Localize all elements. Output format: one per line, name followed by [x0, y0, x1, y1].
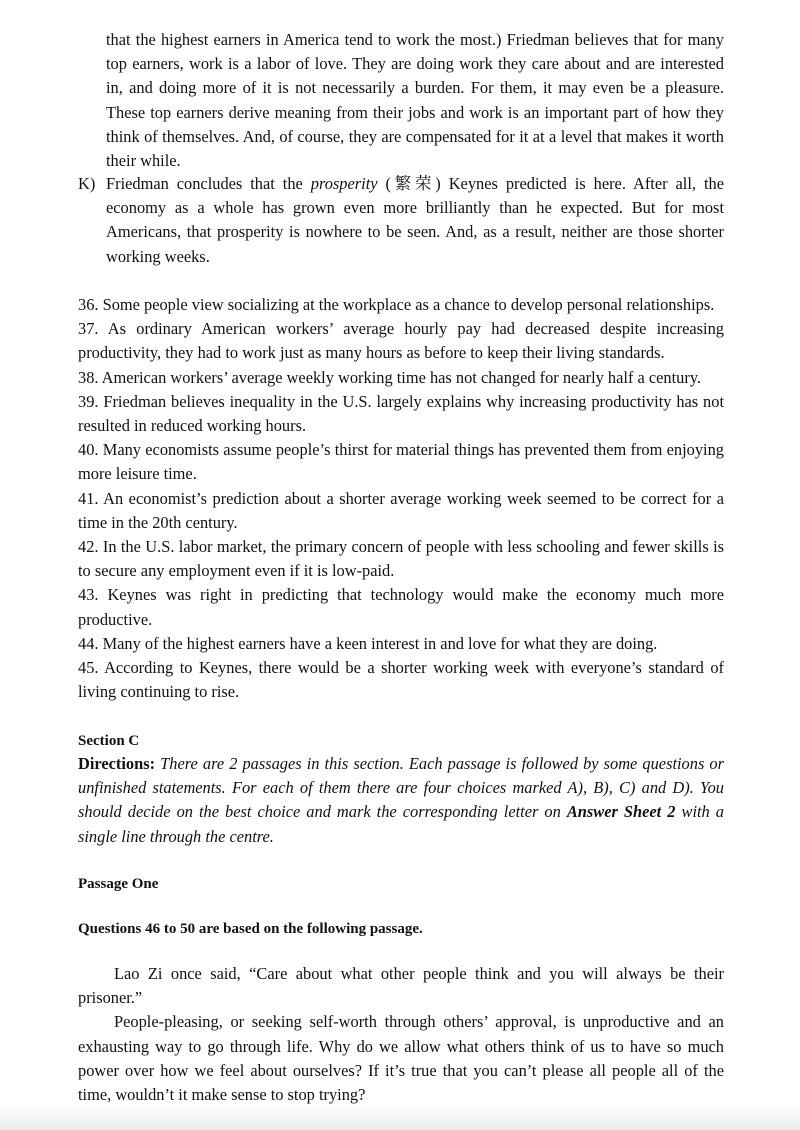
questions-note: Questions 46 to 50 are based on the following passage. — [78, 921, 423, 937]
paragraph-k-label: K) — [78, 174, 96, 193]
section-c-title: Section C — [78, 733, 140, 749]
passage-paragraph-2: People-pleasing, or seeking self-worth through others’ approval, is unproductive and an exhausting way to go through life. Why do we allow what others think of us to have so much power over how we feel about ourselves? If it’s true that you can’t please all people all of the time, wouldn’t it make sense to stop trying? — [78, 1012, 724, 1105]
passage-paragraph-1: Lao Zi once said, “Care about what other people think and you will always be their prisoner.” — [78, 964, 724, 1008]
paragraph-k-emphasis: prosperity — [310, 174, 378, 193]
paragraph-k — [78, 172, 724, 269]
statement-45: 45. According to Keynes, there would be a shorter working week with everyone’s standard of living continuing to rise. — [78, 658, 724, 702]
statement-42: 42. In the U.S. labor market, the primary concern of people with less schooling and fewer skills is to secure any employment even if it is low-paid. — [78, 537, 724, 581]
statement-38: 38. American workers’ average weekly working time has not changed for nearly half a century. — [78, 367, 702, 387]
directions-end: with a single line through the centre. — [78, 802, 724, 846]
statement-41: 41. An economist’s prediction about a shorter average working week seemed to be correct for a time in the 20th century. — [78, 488, 724, 532]
statement-39: 39. Friedman believes inequality in the U.S. largely explains why increasing productivity has not resulted in reduced working hours. — [78, 391, 724, 436]
passage-body — [78, 962, 724, 1107]
page-bottom-shade — [0, 1104, 800, 1130]
statement-37: 37. As ordinary American workers’ average hourly pay had decreased despite increasing productivity, they had to work just as many hours as before to keep their living standards. — [78, 319, 724, 363]
statement-36: 36. Some people view socializing at the workplace as a chance to develop personal relationships. — [78, 295, 715, 314]
statement-list — [78, 293, 724, 704]
directions-label: Directions: — [78, 754, 156, 773]
statement-40: 40. Many economists assume people’s thirst for material things has prevented them from enjoying more leisure time. — [78, 440, 724, 484]
statement-44: 44. Many of the highest earners have a keen interest in and love for what they are doing. — [78, 633, 658, 653]
statement-43: 43. Keynes was right in predicting that technology would make the economy much more productive. — [78, 585, 724, 629]
continuation-paragraph: that the highest earners in America tend to work the most.) Friedman believes that for many top earners, work is a labor of love. They are doing work they care about and are interested in, and doing more of it is not necessarily a burden. For them, it may even be a pleasure. These top earners derive meaning from their jobs and work is an important part of how they think of themselves. And, of course, they are compensated for it at a level that makes it worth their while. — [106, 30, 724, 171]
directions-text: There are 2 passages in this section. Each passage is followed by some questions or unfinished statements. For each of them there are four choices marked A), B), C) and D). You should decide on the best choice and mark the corresponding letter on — [78, 754, 724, 822]
paragraph-k-text-after: Keynes predicted is here. After all, the economy as a whole has grown even more brilliantly than he expected. But for most Americans, that prosperity is nowhere to be seen. And, as a result, neither are those shorter working weeks. — [106, 174, 724, 266]
section-c-directions — [78, 752, 724, 849]
paragraph-k-gloss: (繁荣) — [385, 174, 441, 193]
answer-sheet-label: Answer Sheet 2 — [566, 802, 676, 822]
passage-one-title: Passage One — [78, 876, 159, 892]
paragraph-k-text-before: Friedman concludes that the — [106, 174, 303, 193]
